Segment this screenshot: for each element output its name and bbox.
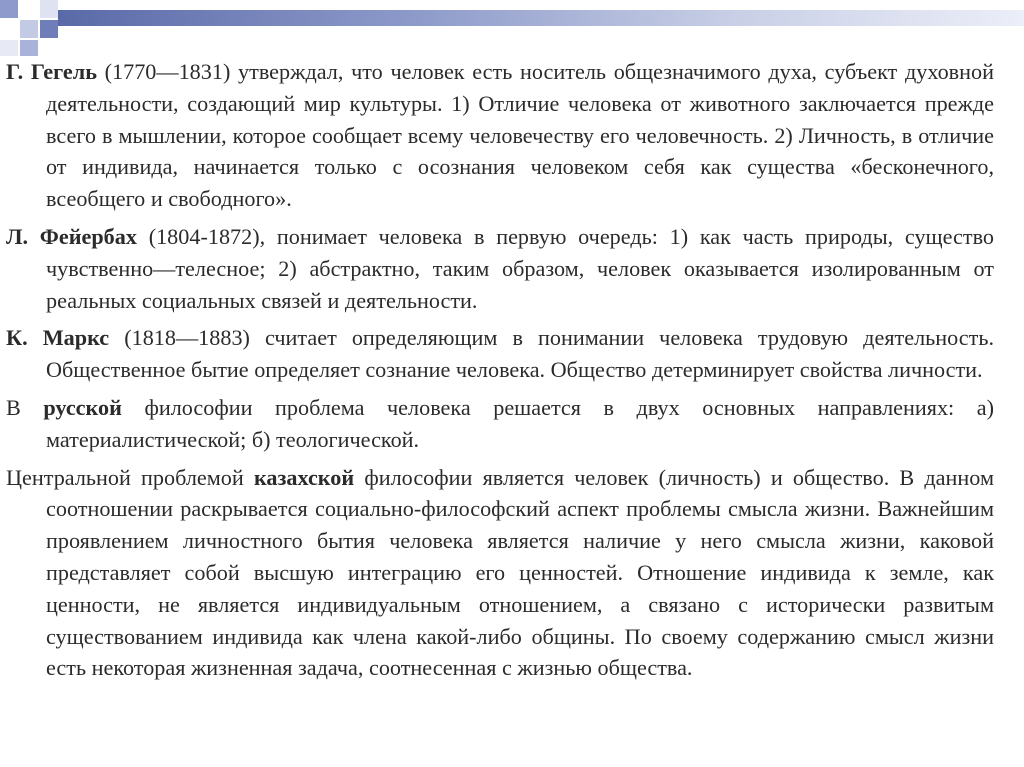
deco-square	[40, 20, 58, 38]
paragraph-kazakh	[6, 462, 994, 685]
russian-bold: русской	[43, 394, 122, 420]
paragraph-hegel	[6, 56, 994, 215]
deco-square	[40, 0, 58, 18]
marx-name: К. Маркс	[6, 325, 110, 351]
slide-decoration	[0, 0, 1024, 60]
kazakh-post: философии является человек (личность) и общество. В данном соотношении раскрывается социально-философский аспект проблемы смысла жизни. Важнейшим проявлением личностного бытия человека является наличие у него смысла жизни, каковой представляет собой высшую интеграцию его ценностей. Отношение индивида к земле, как ценности, не является индивидуальным отношением, а связано с исторически развитым существованием индивида как члена какой-либо общины. По своему содержанию смысл жизни есть некоторая жизненная задача, соотнесенная с жизнью общества.	[46, 464, 994, 681]
feuerbach-text: (1804-1872), понимает человека в первую очередь: 1) как часть природы, существо чувственно—телесное; 2) абстрактно, таким образом, человек оказывается изолированным от реальных социальных связей и деятельности.	[46, 223, 994, 313]
title-bar-gradient	[58, 10, 1024, 26]
deco-square	[0, 40, 18, 56]
russian-pre: В	[6, 394, 44, 420]
hegel-text: (1770—1831) утверждал, что человек есть носитель общезначимого духа, субъект духовной деятельности, создающий мир культуры. 1) Отличие человека от животного заключается прежде всего в мышлении, которое сообщает всему человечеству его человечность. 2) Личность, в отличие от индивида, начинается только с осознания человеком себя как существа «бесконечного, всеобщего и свободного».	[46, 59, 994, 212]
feuerbach-name: Л. Фейербах	[6, 223, 137, 249]
hegel-name: Г. Гегель	[6, 59, 97, 84]
paragraph-feuerbach	[6, 221, 994, 316]
deco-square	[20, 20, 38, 38]
deco-square	[0, 0, 18, 18]
paragraph-marx	[6, 322, 994, 386]
paragraph-russian	[6, 392, 994, 456]
deco-square	[20, 40, 38, 56]
kazakh-pre: Центральной проблемой	[6, 464, 254, 490]
marx-text: (1818—1883) считает определяющим в понимании человека трудовую деятельность. Общественное бытие определяет сознание человека. Общество детерминирует свойства личности.	[46, 325, 994, 383]
russian-post: философии проблема человека решается в двух основных направлениях: а) материалистической; б) теологической.	[46, 394, 994, 452]
slide-body	[6, 56, 994, 690]
kazakh-bold: казахской	[253, 464, 355, 490]
